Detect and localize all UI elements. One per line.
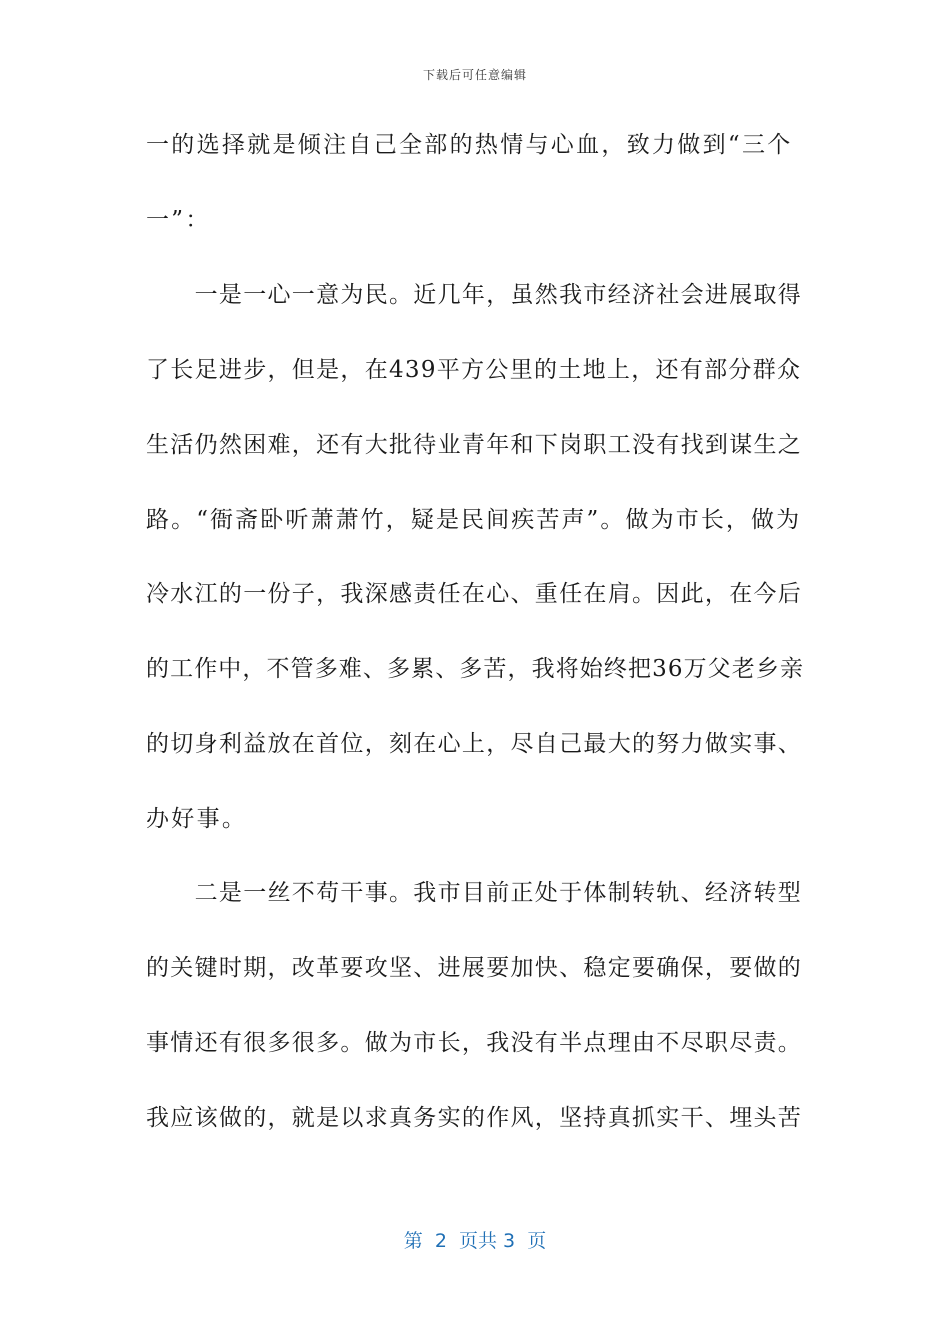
page-header-note: 下载后可任意编辑 [422, 68, 527, 82]
text-line: 二是一丝不苟干事。我市目前正处于体制转轨、经济转型 [146, 880, 803, 906]
text-line: 办好事。 [146, 806, 248, 832]
text-line: 冷水江的一份子，我深感责任在心、重任在肩。因此，在今后 [146, 581, 803, 607]
text-line: 生活仍然困难，还有大批待业青年和下岗职工没有找到谋生之 [146, 432, 803, 458]
text-line: 事情还有很多很多。做为市长，我没有半点理由不尽职尽责。 [146, 1030, 803, 1056]
text-line: 的工作中，不管多难、多累、多苦，我将始终把36万父老乡亲 [146, 656, 805, 682]
text-line: 的关键时期，改革要攻坚、进展要加快、稳定要确保，要做的 [146, 955, 803, 981]
text-line: 的切身利益放在首位，刻在心上，尽自己最大的努力做实事、 [146, 731, 803, 757]
text-line: 一的选择就是倾注自己全部的热情与心血，致力做到“三个 [146, 132, 793, 158]
text-line: 一是一心一意为民。近几年，虽然我市经济社会进展取得 [146, 282, 803, 308]
text-line: 一”： [146, 207, 211, 233]
text-line: 我应该做的，就是以求真务实的作风，坚持真抓实干、埋头苦 [146, 1105, 803, 1131]
page-number-footer: 第 2 页共 3 页 [403, 1230, 547, 1252]
text-line: 了长足进步，但是，在439平方公里的土地上，还有部分群众 [146, 357, 802, 383]
text-line: 路。“衙斋卧听萧萧竹，疑是民间疾苦声”。做为市长，做为 [146, 507, 802, 533]
